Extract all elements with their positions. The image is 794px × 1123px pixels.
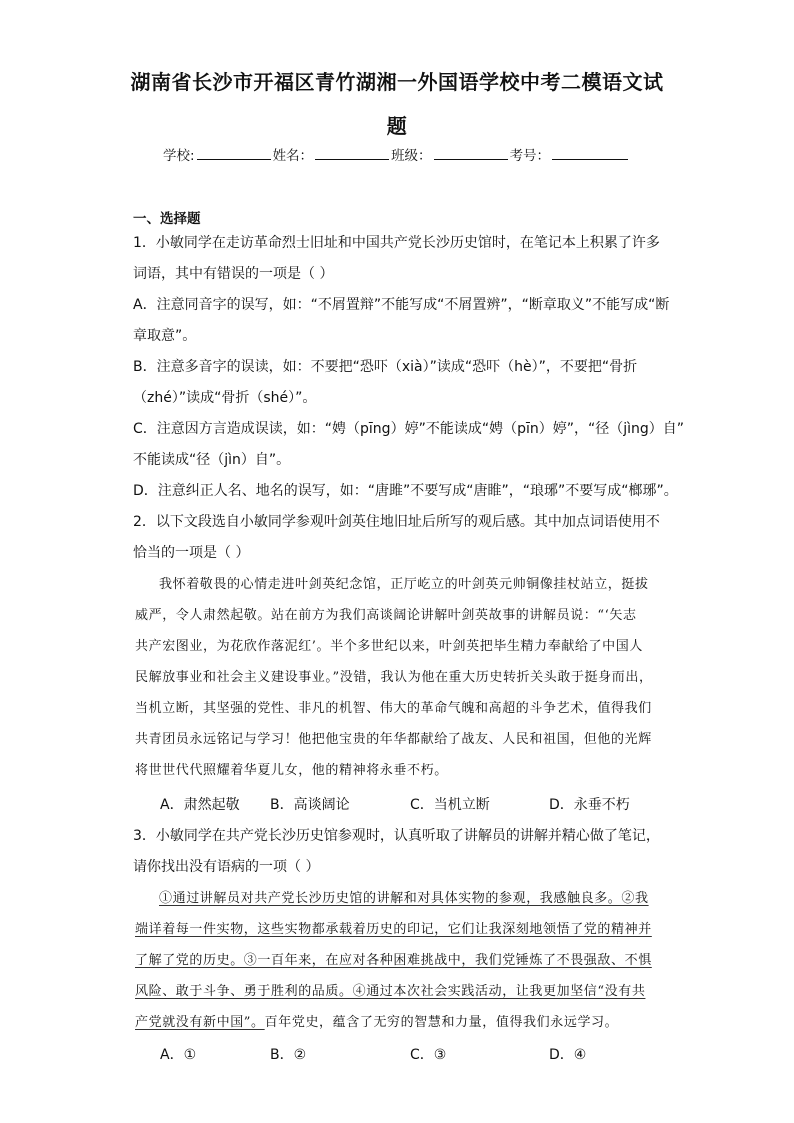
student-info-line xyxy=(163,144,630,164)
q3-option-b[interactable]: B．② xyxy=(270,1047,307,1063)
section-heading: 一、选择题 xyxy=(133,211,201,227)
q2-passage-line: 民解放事业和社会主义建设事业。”没错，我认为他在重大历史转折关头敢于挺身而出， xyxy=(135,670,653,685)
q3-passage-line-last xyxy=(135,1011,663,1030)
q3-option-d[interactable]: D．④ xyxy=(549,1047,587,1063)
q3-passage-line: 风险、敢于斗争、勇于胜利的品质。④通过本次社会实践活动，让我更加坚信“没有共 xyxy=(135,984,646,999)
q2-option-a[interactable]: A．肃然起敬 xyxy=(160,797,240,813)
q1-stem: 1．小敏同学在走访革命烈士旧址和中国共产党长沙历史馆时，在笔记本上积累了许多 xyxy=(133,235,660,251)
q1-stem-cont: 词语，其中有错误的一项是（ ） xyxy=(133,266,334,282)
q1-option-c-cont: 不能读成“径（jìn）自”。 xyxy=(133,452,291,468)
q3-passage-underlined: 产党就没有新中国”。 xyxy=(135,1015,265,1030)
q2-stem: 2．以下文段选自小敏同学参观叶剑英住地旧址后所写的观后感。其中加点词语使用不 xyxy=(133,514,660,530)
q2-passage-line: 当机立断，其坚强的党性、非凡的机智、伟大的革命气魄和高超的斗争艺术，值得我们 xyxy=(135,701,652,716)
name-field[interactable] xyxy=(315,145,389,160)
q2-passage-line: 共青团员永远铭记与学习！他把他宝贵的年华都献给了战友、人民和祖国，但他的光辉 xyxy=(135,732,652,747)
q1-option-a[interactable]: A．注意同音字的误写，如：“不屑置辩”不能写成“不屑置辨”，“断章取义”不能写成“断 xyxy=(133,297,670,313)
q3-passage-tail: 百年党史，蕴含了无穷的智慧和力量，值得我们永远学习。 xyxy=(264,1015,619,1030)
q1-option-a-cont: 章取意”。 xyxy=(133,328,197,344)
q2-passage-line: 共产宏图业，为花欣作落泥红’。半个多世纪以来，叶剑英把毕生精力奉献给了中国人 xyxy=(135,639,643,654)
page-title-continued: 题 xyxy=(386,114,408,138)
q1-option-b-cont: （zhé）”读成“骨折（shé）”。 xyxy=(133,390,317,406)
q3-option-c[interactable]: C．③ xyxy=(410,1047,447,1063)
q2-option-b[interactable]: B．高谈阔论 xyxy=(270,797,350,813)
q1-option-b[interactable]: B．注意多音字的误读，如：不要把“恐吓（xià）”读成“恐吓（hè）”，不要把“骨折 xyxy=(133,359,638,375)
q2-stem-cont: 恰当的一项是（ ） xyxy=(133,545,250,561)
page-title: 湖南省长沙市开福区青竹湖湘一外国语学校中考二模语文试 xyxy=(130,70,664,94)
class-field[interactable] xyxy=(434,145,508,160)
q1-option-d[interactable]: D．注意纠正人名、地名的误写，如：“唐雎”不要写成“唐睢”，“琅琊”不要写成“榔琊”。 xyxy=(133,483,678,499)
school-label: 学校: xyxy=(163,148,195,164)
q2-passage-line: 威严，令人肃然起敬。站在前方为我们高谈阔论讲解叶剑英故事的讲解员说：“‘矢志 xyxy=(135,608,637,623)
q1-option-c[interactable]: C．注意因方言造成误读，如：“娉（pīng）婷”不能读成“娉（pīn）婷”，“径（jìng）自” xyxy=(133,421,685,437)
q2-passage-line: 将世世代代照耀着华夏儿女，他的精神将永垂不朽。 xyxy=(135,763,448,778)
q3-stem-cont: 请你找出没有语病的一项（ ） xyxy=(133,859,320,875)
q3-passage-line: 了解了党的历史。③一百年来，在应对各种困难挑战中，我们党锤炼了不畏强敌、不惧 xyxy=(135,953,652,968)
q2-passage-line: 我怀着敬畏的心情走进叶剑英纪念馆，正厅屹立的叶剑英元帅铜像挂杖站立，挺拔 xyxy=(159,577,649,592)
q2-option-d[interactable]: D．永垂不朽 xyxy=(549,797,630,813)
id-label: 考号： xyxy=(509,148,551,164)
id-field[interactable] xyxy=(552,145,628,160)
school-field[interactable] xyxy=(197,145,271,160)
q3-passage-line: 端详着每一件实物，这些实物都承载着历史的印记，它们让我深刻地领悟了党的精神并 xyxy=(135,922,652,937)
q2-option-c[interactable]: C．当机立断 xyxy=(410,797,490,813)
q3-option-a[interactable]: A．① xyxy=(160,1047,197,1063)
name-label: 姓名： xyxy=(272,148,314,164)
q3-passage-line: ①通过讲解员对共产党长沙历史馆的讲解和对具体实物的参观，我感触良多。②我 xyxy=(159,891,649,906)
q3-stem: 3．小敏同学在共产党长沙历史馆参观时，认真听取了讲解员的讲解并精心做了笔记， xyxy=(133,828,660,844)
class-label: 班级： xyxy=(391,148,432,164)
